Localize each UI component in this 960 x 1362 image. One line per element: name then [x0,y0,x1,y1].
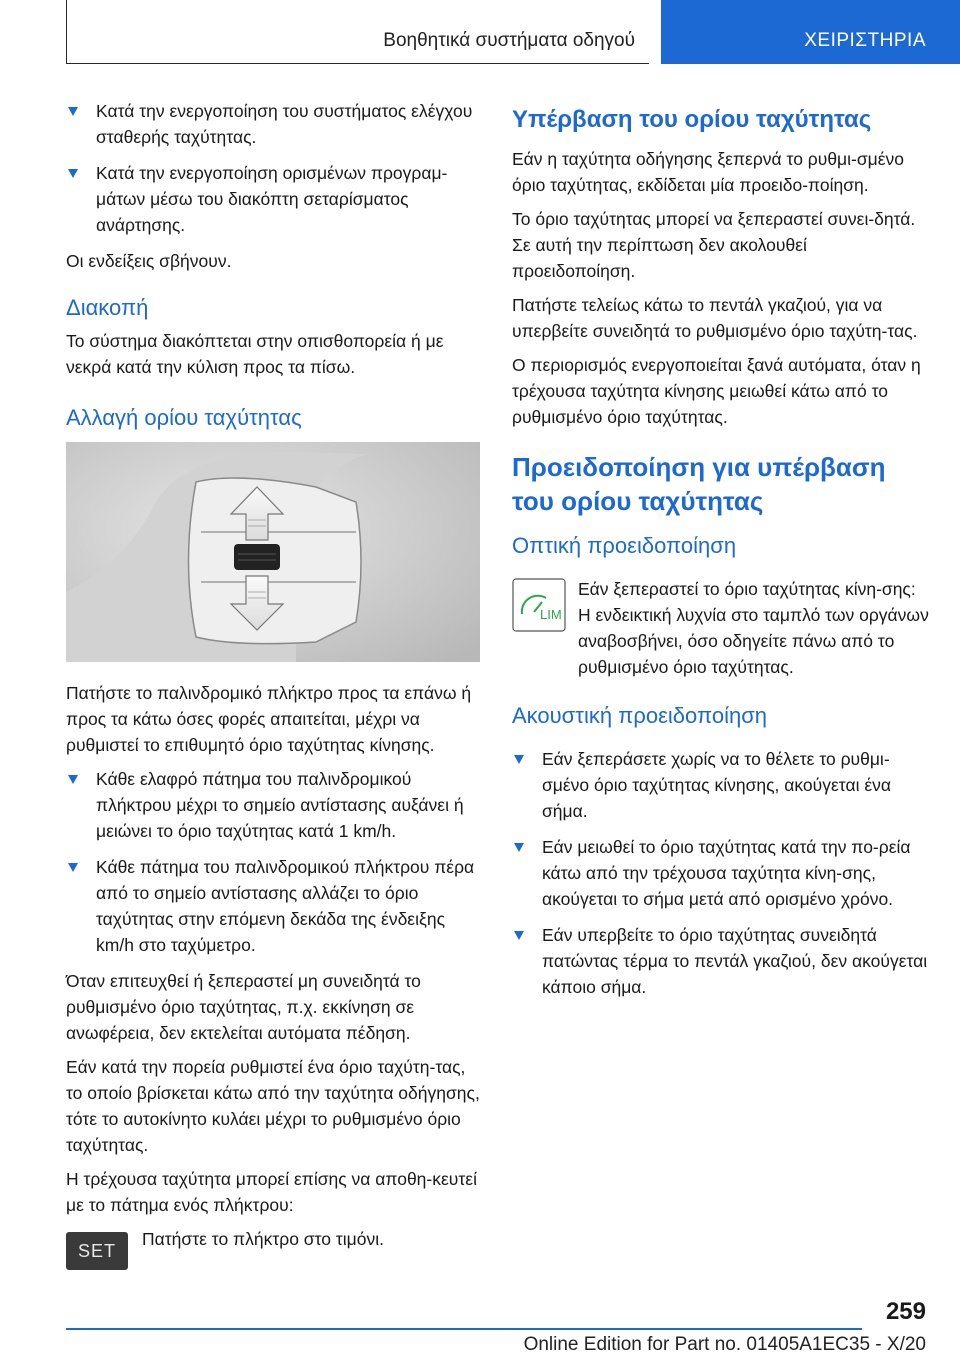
paragraph-visual: Εάν ξεπεραστεί το όριο ταχύτητας κίνη-σης: Η ενδεικτική λυχνία στο ταμπλό των οργάνων αναβοσβήνει, όσο οδηγείτε πάνω από το ρυθμισμένο όριο ταχύτητας. [578,579,929,677]
paragraph-press-rocker: Πατήστε το παλινδρομικό πλήκτρο προς τα επάνω ή προς τα κάτω όσες φορές απαιτείται, μέχρι να ρυθμιστεί το επιθυμητό όριο ταχύτητας κίνησης. [66,683,472,755]
paragraph-interrupt: Το σύστημα διακόπτεται στην οπισθοπορεία ή με νεκρά κατά την κύλιση προς τα πίσω. [66,331,444,377]
list-item: Κατά την ενεργοποίηση του συστήματος ελέγχου σταθερής ταχύτητας. [66,98,480,150]
header-chapter-box [661,0,960,64]
bullet-triangle-icon [514,755,524,764]
paragraph-exceed-3: Πατήστε τελείως κάτω το πεντάλ γκαζιού, για να υπερβείτε συνειδητά το ρυθμισμένο όριο ταχύτη-τας. [512,295,918,341]
list-item: Εάν ξεπεράσετε χωρίς να το θέλετε το ρυθμι-σμένο όριο ταχύτητας κίνησης, ακούγεται ένα σήμα. [512,746,932,824]
paragraph-indications: Οι ενδείξεις σβήνουν. [66,251,232,271]
bullet-triangle-icon [68,107,78,116]
footer-edition: Online Edition for Part no. 01405A1EC35 - X/20 [523,1334,926,1355]
paragraph-downhill: Εάν κατά την πορεία ρυθμιστεί ένα όριο ταχύτη-τας, το οποίο βρίσκεται κάτω από την ταχύτητα οδήγησης, τότε το αυτοκίνητο κυλάει μέχρι το ρυθμισμένο όριο ταχύτητας. [66,1057,480,1155]
heading-interrupt: Διακοπή [66,295,149,320]
header-section-box [66,0,649,64]
list-item: Κατά την ενεργοποίηση ορισμένων προγραμ-μάτων μέσω του διακόπτη σεταρίσματος ανάρτησης. [66,160,480,238]
header-chapter-title: ΧΕΙΡΙΣΤΗΡΙΑ [804,30,926,51]
paragraph-exceed-1: Εάν η ταχύτητα οδήγησης ξεπερνά το ρυθμι-σμένο όριο ταχύτητας, εκδίδεται μία προειδο-ποίηση. [512,149,905,195]
bullet-triangle-icon [68,863,78,872]
bullet-triangle-icon [514,843,524,852]
footer-divider [66,1328,862,1330]
header-section-title: Βοηθητικά συστήματα οδηγού [383,30,635,51]
list-item: Κάθε ελαφρό πάτημα του παλινδρομικού πλήκτρου μέχρι το σημείο αντίστασης αυξάνει ή μειώνει το όριο ταχύτητας κατά 1 km/h. [66,766,480,844]
list-item: Κάθε πάτημα του παλινδρομικού πλήκτρου πέρα από το σημείο αντίστασης αλλάζει το όριο ταχύτητας στην επόμενη δεκάδα της ένδειξης km/h στο ταχύμετρο. [66,854,480,958]
svg-text:LIM: LIM [540,607,562,622]
page-number: 259 [885,1298,926,1325]
paragraph-exceed-2: Το όριο ταχύτητας μπορεί να ξεπεραστεί συνει-δητά. Σε αυτή την περίπτωση δεν ακολουθεί προειδοποίηση. [512,209,916,281]
set-button-icon: SET [66,1232,128,1270]
heading-warning: Προειδοποίηση για υπέρβαση του ορίου ταχύτητας [512,452,886,516]
paragraph-set: Πατήστε το πλήκτρο στο τιμόνι. [142,1229,384,1249]
heading-exceed-limit: Υπέρβαση του ορίου ταχύτητας [512,106,872,133]
lim-indicator-icon [512,578,566,632]
heading-acoustic-warning: Ακουστική προειδοποίηση [512,703,768,728]
left-column [66,98,480,1261]
visual-warning-row [512,576,932,680]
paragraph-exceed-4: Ο περιορισμός ενεργοποιείται ξανά αυτόματα, όταν η τρέχουσα ταχύτητα κίνησης μειωθεί κάτω από το ρυθμισμένο όριο ταχύτητας. [512,355,921,427]
steering-wheel-rocker-photo [66,442,480,662]
paragraph-exceeded: Όταν επιτευχθεί ή ξεπεραστεί μη συνειδητά το ρυθμισμένο όριο ταχύτητας, π.χ. εκκίνηση σε ανωφέρεια, δεν εκτελείται αυτόματα πέδηση. [66,971,421,1043]
right-column [512,98,932,1010]
paragraph-store-speed: Η τρέχουσα ταχύτητα μπορεί επίσης να αποθη-κευτεί με το πάτημα ενός πλήκτρου: [66,1169,477,1215]
bullet-triangle-icon [68,775,78,784]
heading-change-limit: Αλλαγή ορίου ταχύτητας [66,405,302,430]
heading-visual-warning: Οπτική προειδοποίηση [512,533,737,558]
list-item: Εάν υπερβείτε το όριο ταχύτητας συνειδητά πατώντας τέρμα το πεντάλ γκαζιού, δεν ακούγεται κάποιο σήμα. [512,922,932,1000]
bullet-triangle-icon [514,931,524,940]
list-item: Εάν μειωθεί το όριο ταχύτητας κατά την πο-ρεία κάτω από την τρέχουσα ταχύτητα κίνη-σης, ακούγεται το σήμα μετά από ορισμένο χρόνο. [512,834,932,912]
bullet-triangle-icon [68,169,78,178]
set-button-row [66,1226,480,1261]
